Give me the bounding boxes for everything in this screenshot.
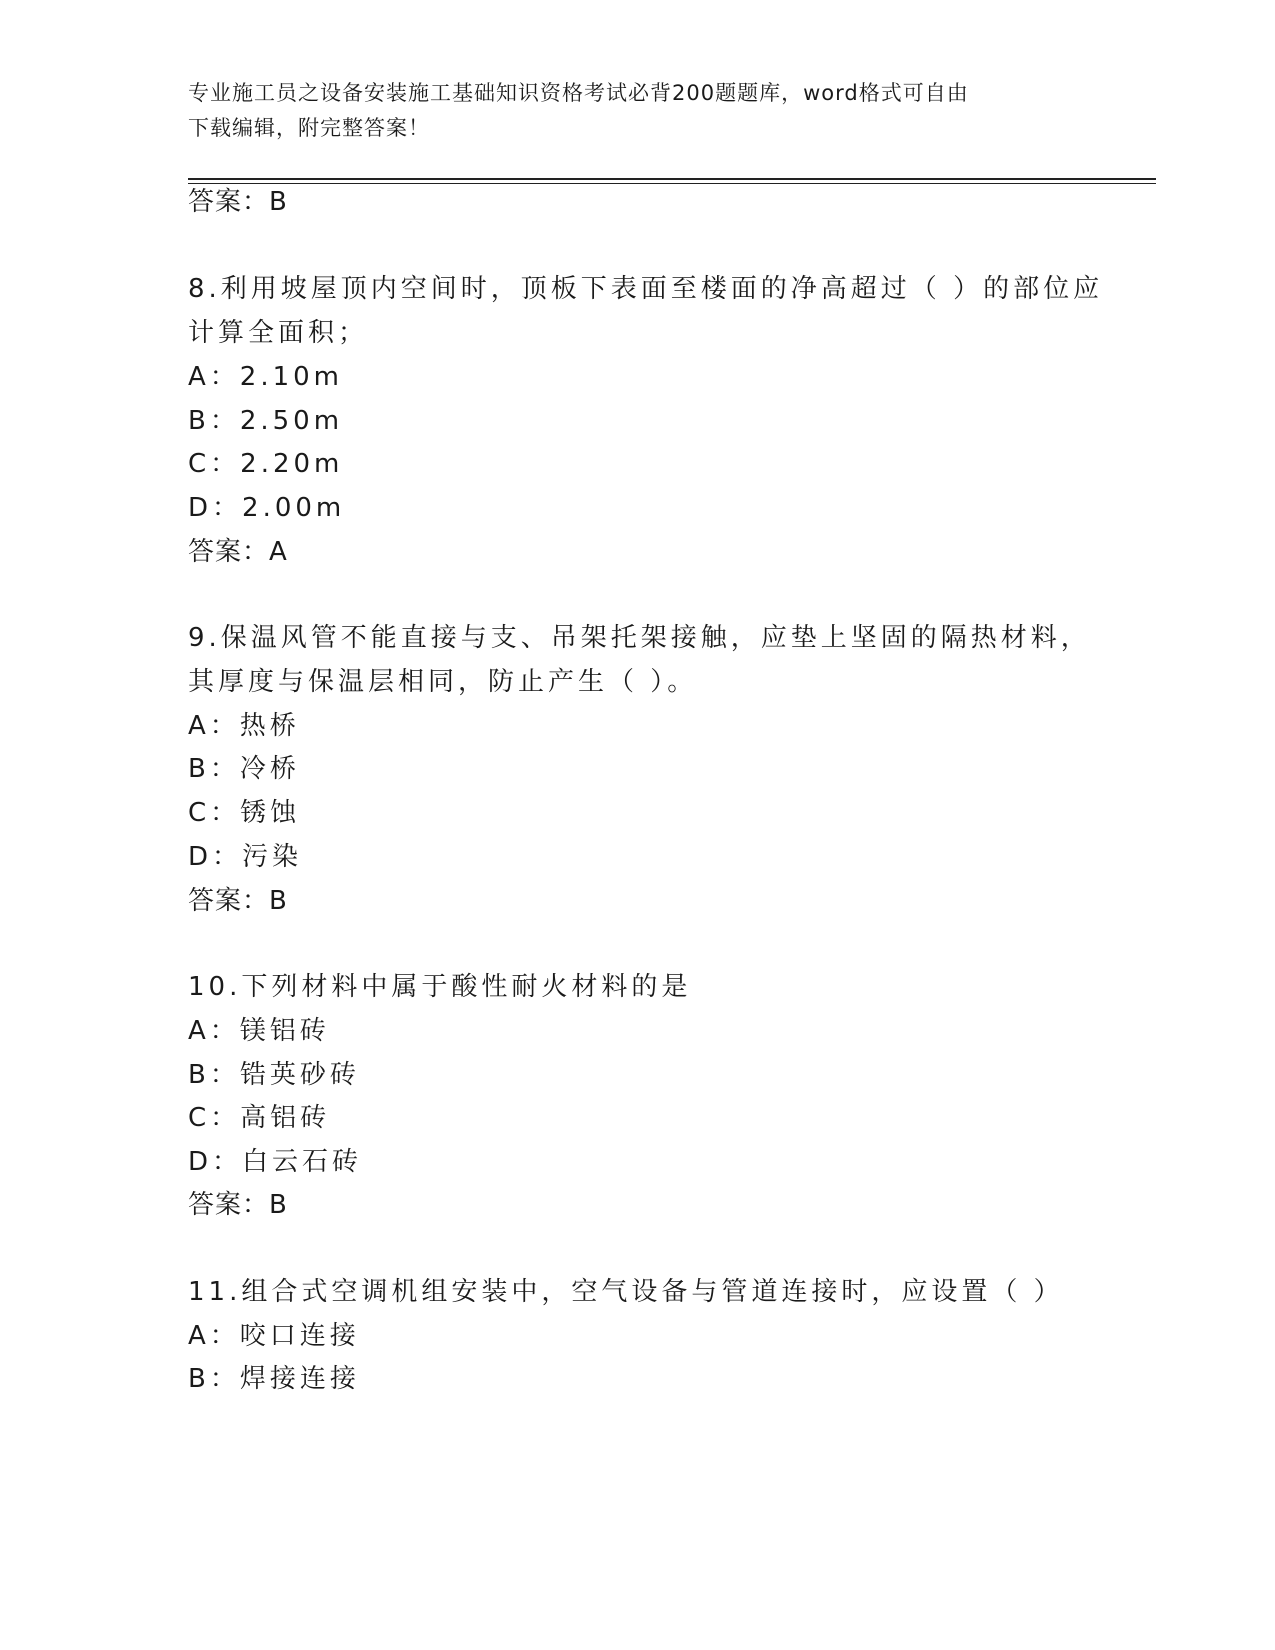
question-text-line: 10.下列材料中属于酸性耐火材料的是 xyxy=(188,972,692,1002)
question-text-line: 11.组合式空调机组安装中，空气设备与管道连接时，应设置（ ） xyxy=(188,1277,1064,1307)
option-b: B：焊接连接 xyxy=(188,1364,360,1394)
header-rule-thick xyxy=(188,178,1156,180)
option-d: D：污染 xyxy=(188,842,303,872)
previous-answer: 答案：B xyxy=(188,187,288,217)
option-b: B：冷桥 xyxy=(188,754,300,784)
header-rule-thin xyxy=(188,183,1156,184)
header-line-1: 专业施工员之设备安装施工基础知识资格考试必背200题题库，word格式可自由 xyxy=(188,81,969,105)
option-b: B：2.50m xyxy=(188,406,344,436)
option-a: A：咬口连接 xyxy=(188,1321,360,1351)
option-d: D：白云石砖 xyxy=(188,1147,363,1177)
question-text-line: 其厚度与保温层相同，防止产生（ ）。 xyxy=(188,667,698,697)
question-text-line: 计算全面积； xyxy=(188,318,369,348)
answer: 答案：B xyxy=(188,1190,288,1220)
question-text-line: 9.保温风管不能直接与支、吊架托架接触，应垫上坚固的隔热材料， xyxy=(188,623,1091,653)
option-a: A：镁铝砖 xyxy=(188,1016,330,1046)
question-text-line: 8.利用坡屋顶内空间时，顶板下表面至楼面的净高超过（ ）的部位应 xyxy=(188,274,1104,304)
answer: 答案：B xyxy=(188,886,288,916)
option-d: D：2.00m xyxy=(188,493,346,523)
option-c: C：2.20m xyxy=(188,449,344,479)
header-text xyxy=(188,76,1068,146)
option-c: C：锈蚀 xyxy=(188,798,301,828)
option-c: C：高铝砖 xyxy=(188,1103,331,1133)
option-a: A：2.10m xyxy=(188,362,344,392)
option-b: B：锆英砂砖 xyxy=(188,1060,360,1090)
header-line-2: 下载编辑，附完整答案！ xyxy=(188,116,430,140)
option-a: A：热桥 xyxy=(188,711,300,741)
answer: 答案：A xyxy=(188,537,288,567)
